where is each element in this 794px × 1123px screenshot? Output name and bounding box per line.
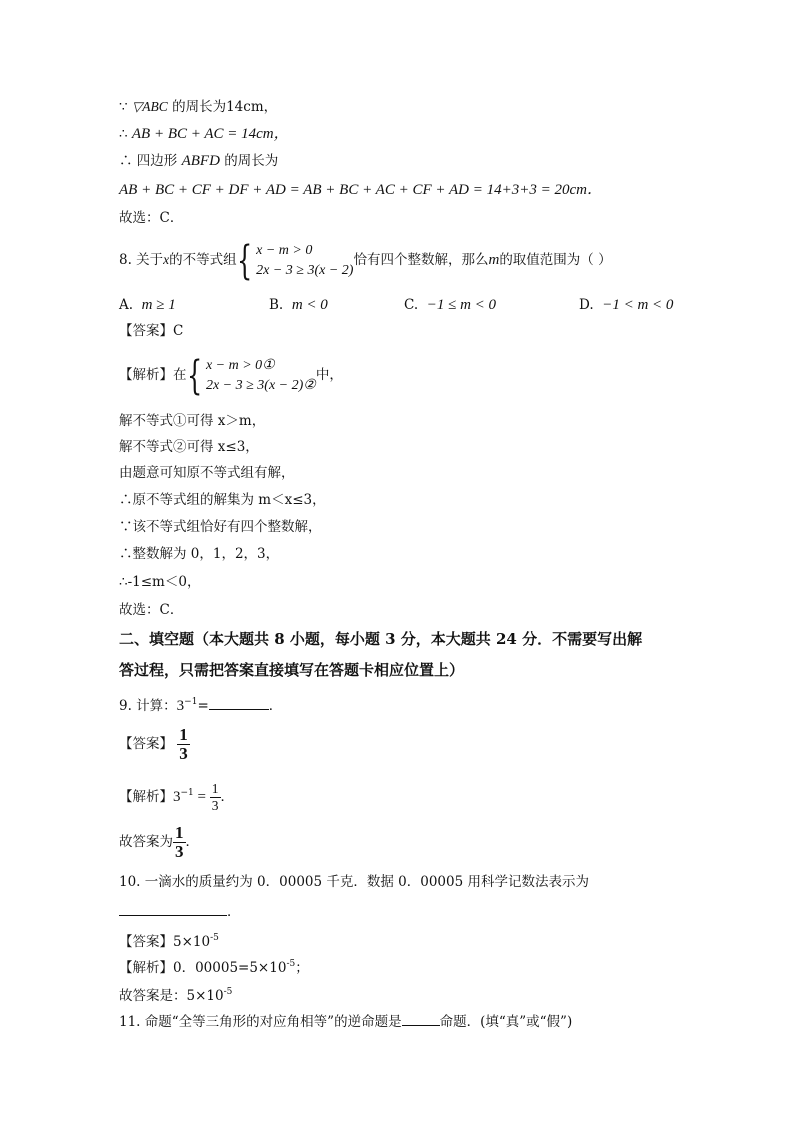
q8-ineq-1: x − m > 0 (256, 242, 313, 258)
because-symbol: ∵ (119, 99, 128, 115)
sol9-base: 3 (173, 789, 181, 805)
sol9-den: 3 (211, 798, 219, 813)
sol8-step-8: 故选：C． (119, 602, 184, 618)
q10-end: ． (227, 904, 241, 920)
q8-var-x: x (163, 252, 170, 267)
sol8-step-2: 解不等式②可得 x≤3， (119, 439, 259, 455)
triangle-abc: ▽ABC (131, 99, 168, 114)
option-a-expr: m ≥ 1 (141, 297, 176, 313)
sol8-ineq-2: 2x − 3 ≥ 3(x − 2)② (205, 377, 316, 393)
option-d-expr: −1 < m < 0 (602, 297, 674, 313)
option-c-label: C. (404, 297, 419, 313)
q11-text-2: 命题．(填“真”或“假”) (439, 1014, 573, 1030)
quad-abfd: ABFD (181, 153, 220, 169)
final-10 (119, 983, 232, 1005)
quad-text: 四边形 (136, 153, 178, 169)
option-c (404, 296, 496, 314)
q9-eq: = (197, 698, 209, 714)
sol8-system (206, 356, 316, 396)
question-10: 10. 一滴水的质量约为 0．00005 千克．数据 0．00005 用科学记数法表示为 (119, 874, 589, 890)
sol9-tag: 【解析】 (119, 789, 173, 805)
final10-exp: -5 (223, 987, 233, 997)
q8-ineq-2: 2x − 3 ≥ 3(x − 2) (256, 262, 354, 278)
sol8-step-7: ∴-1≤m＜0， (119, 574, 201, 590)
q8-prefix: 8. 关于 (119, 252, 164, 268)
answer-8: 【答案】C (119, 323, 184, 339)
sol9-exp: −1 (180, 788, 194, 798)
sol8-step-5: ∵该不等式组恰好有四个整数解， (119, 519, 322, 535)
q10-blank[interactable] (119, 901, 227, 916)
sol8-tag: 【解析】在 (119, 367, 187, 383)
q9-exp: −1 (184, 697, 198, 707)
line-sum-sides (119, 125, 289, 143)
q8-options (119, 296, 679, 314)
q8-system (256, 241, 353, 281)
final9-text: 故答案为 (119, 834, 173, 850)
final9-end: ． (185, 834, 199, 850)
sol9-eq: = (193, 789, 210, 805)
question-9 (119, 693, 282, 715)
q8-suffix: 恰有四个整数解，那么 (353, 252, 489, 268)
final10-text: 故答案是：5×10 (119, 988, 224, 1004)
quad-equation: AB + BC + CF + DF + AD = AB + BC + AC + CF + AD = 14+3+3 = 20cm． (119, 182, 602, 198)
ans10-base: 5×10 (173, 934, 211, 950)
section-2-heading-line-1: 二、填空题（本大题共 8 小题，每小题 3 分，本大题共 24 分．不需要写出解 (119, 630, 643, 648)
option-b-label: B. (269, 297, 284, 313)
final-9 (119, 822, 199, 862)
question-8 (119, 238, 612, 282)
sol8-step-1: 解不等式①可得 x＞m， (119, 413, 266, 429)
q8-var-m: m (488, 252, 500, 268)
line-quad-perimeter (119, 152, 278, 170)
quad-text-2: 的周长为 (224, 153, 279, 169)
section-2-heading-line-2: 答过程，只需把答案直接填写在答题卡相应位置上） (119, 661, 465, 679)
line-perimeter-abc (119, 98, 277, 116)
ans9-fraction (177, 726, 190, 763)
ans9-tag: 【答案】 (119, 736, 173, 752)
option-d (579, 296, 673, 314)
therefore-symbol: ∴ (119, 153, 133, 169)
sol8-step-6: ∴整数解为 0，1，2，3， (119, 546, 280, 562)
option-a-label: A. (119, 297, 134, 313)
sum-equation: AB + BC + AC = 14cm， (131, 126, 289, 142)
answer-10 (119, 929, 219, 951)
solution-9 (119, 774, 234, 816)
ans10-tag: 【答案】 (119, 934, 173, 950)
line-choose-c: 故选：C． (119, 210, 184, 226)
option-c-expr: −1 ≤ m < 0 (426, 297, 497, 313)
sol8-brace: { (186, 352, 202, 399)
q11-text: 11. 命题“全等三角形的对应角相等”的逆命题是 (119, 1014, 402, 1030)
sol9-fraction (210, 781, 221, 814)
sol10-exp: -5 (286, 959, 296, 969)
perimeter-text: 的周长为14cm， (172, 99, 278, 115)
sol10-text: 0．00005=5×10 (173, 960, 287, 976)
sol10-tag: 【解析】 (119, 960, 173, 976)
line-quad-equation (119, 181, 602, 199)
solution-8 (119, 353, 343, 397)
ans9-num: 1 (179, 725, 188, 744)
q9-text: 9. 计算： (119, 698, 177, 714)
q11-blank[interactable] (402, 1011, 440, 1026)
sol8-ineq-1: x − m > 0① (205, 357, 275, 373)
q9-blank[interactable] (209, 695, 269, 710)
ans9-den: 3 (179, 744, 188, 763)
q8-suffix-2: 的取值范围为（ ） (499, 252, 612, 268)
option-b (269, 296, 328, 314)
question-11 (119, 1011, 572, 1031)
solution-10 (119, 955, 309, 977)
sol8-step-4: ∴原不等式组的解集为 m＜x≤3， (119, 492, 326, 508)
option-d-label: D. (579, 297, 594, 313)
final9-num: 1 (175, 823, 184, 842)
final9-fraction (173, 824, 186, 861)
answer-9 (119, 724, 190, 764)
sol10-end: ； (295, 960, 309, 976)
sol9-num: 1 (211, 781, 219, 796)
question-10-blank-line (119, 901, 241, 921)
sol9-end: ． (220, 789, 234, 805)
ans10-exp: -5 (210, 933, 219, 943)
final9-den: 3 (175, 842, 184, 861)
sol8-step-3: 由题意可知原不等式组有解， (119, 465, 295, 481)
therefore-symbol: ∴ (119, 126, 128, 142)
q8-mid: 的不等式组 (169, 252, 237, 268)
option-a (119, 296, 176, 314)
option-b-expr: m < 0 (291, 297, 328, 313)
q8-brace: { (236, 237, 252, 284)
q9-end: ． (268, 698, 283, 714)
sol8-tail: 中， (315, 367, 343, 383)
q9-base: 3 (176, 698, 185, 714)
